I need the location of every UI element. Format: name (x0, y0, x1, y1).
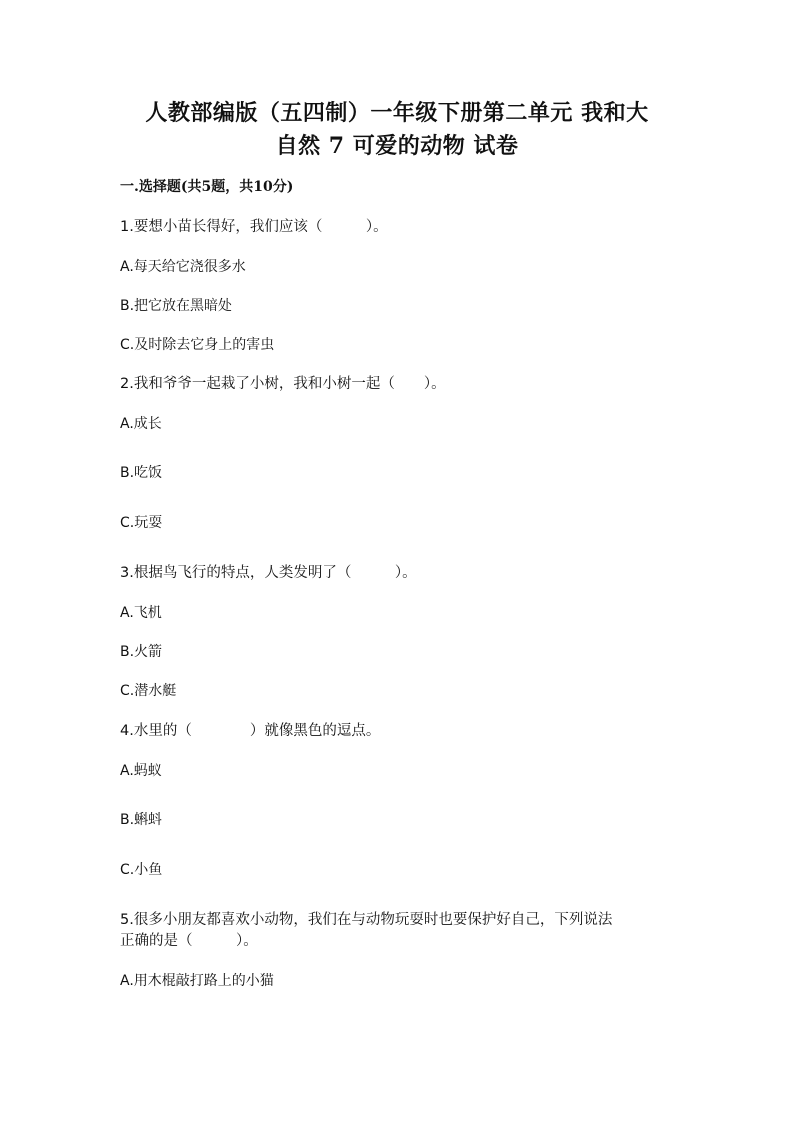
question-4-option-c[interactable]: C.小鱼 (120, 862, 163, 878)
question-2-stem: 2.我和爷爷一起栽了小树，我和小树一起（ ）。 (120, 376, 446, 392)
question-1-stem: 1.要想小苗长得好，我们应该（ ）。 (120, 219, 388, 235)
question-2-option-a[interactable]: A.成长 (120, 416, 162, 432)
question-5-option-a[interactable]: A.用木棍敲打路上的小猫 (120, 973, 274, 989)
section-heading: 一.选择题(共5题，共10分) (120, 179, 294, 195)
question-3-option-a[interactable]: A.飞机 (120, 605, 162, 621)
page-title (120, 97, 674, 163)
question-2-option-b[interactable]: B.吃饭 (120, 465, 163, 481)
question-1-option-b[interactable]: B.把它放在黑暗处 (120, 298, 233, 314)
question-1-option-c[interactable]: C.及时除去它身上的害虫 (120, 337, 275, 353)
question-3-option-b[interactable]: B.火箭 (120, 644, 163, 660)
question-3-option-c[interactable]: C.潜水艇 (120, 683, 177, 699)
question-5-stem-line-2: 正确的是（ ）。 (120, 933, 258, 949)
question-4-option-b[interactable]: B.蝌蚪 (120, 812, 163, 828)
question-2-option-c[interactable]: C.玩耍 (120, 515, 163, 531)
question-4-stem: 4.水里的（ ）就像黑色的逗点。 (120, 723, 381, 739)
question-5-stem-line-1: 5.很多小朋友都喜欢小动物，我们在与动物玩耍时也要保护好自己，下列说法 (120, 912, 613, 928)
question-4-option-a[interactable]: A.蚂蚁 (120, 763, 162, 779)
title-line-2: 自然 7 可爱的动物 试卷 (275, 133, 519, 159)
question-3-stem: 3.根据鸟飞行的特点，人类发明了（ ）。 (120, 565, 417, 581)
title-line-1: 人教部编版（五四制）一年级下册第二单元 我和大 (145, 100, 649, 126)
question-1-option-a[interactable]: A.每天给它浇很多水 (120, 259, 246, 275)
